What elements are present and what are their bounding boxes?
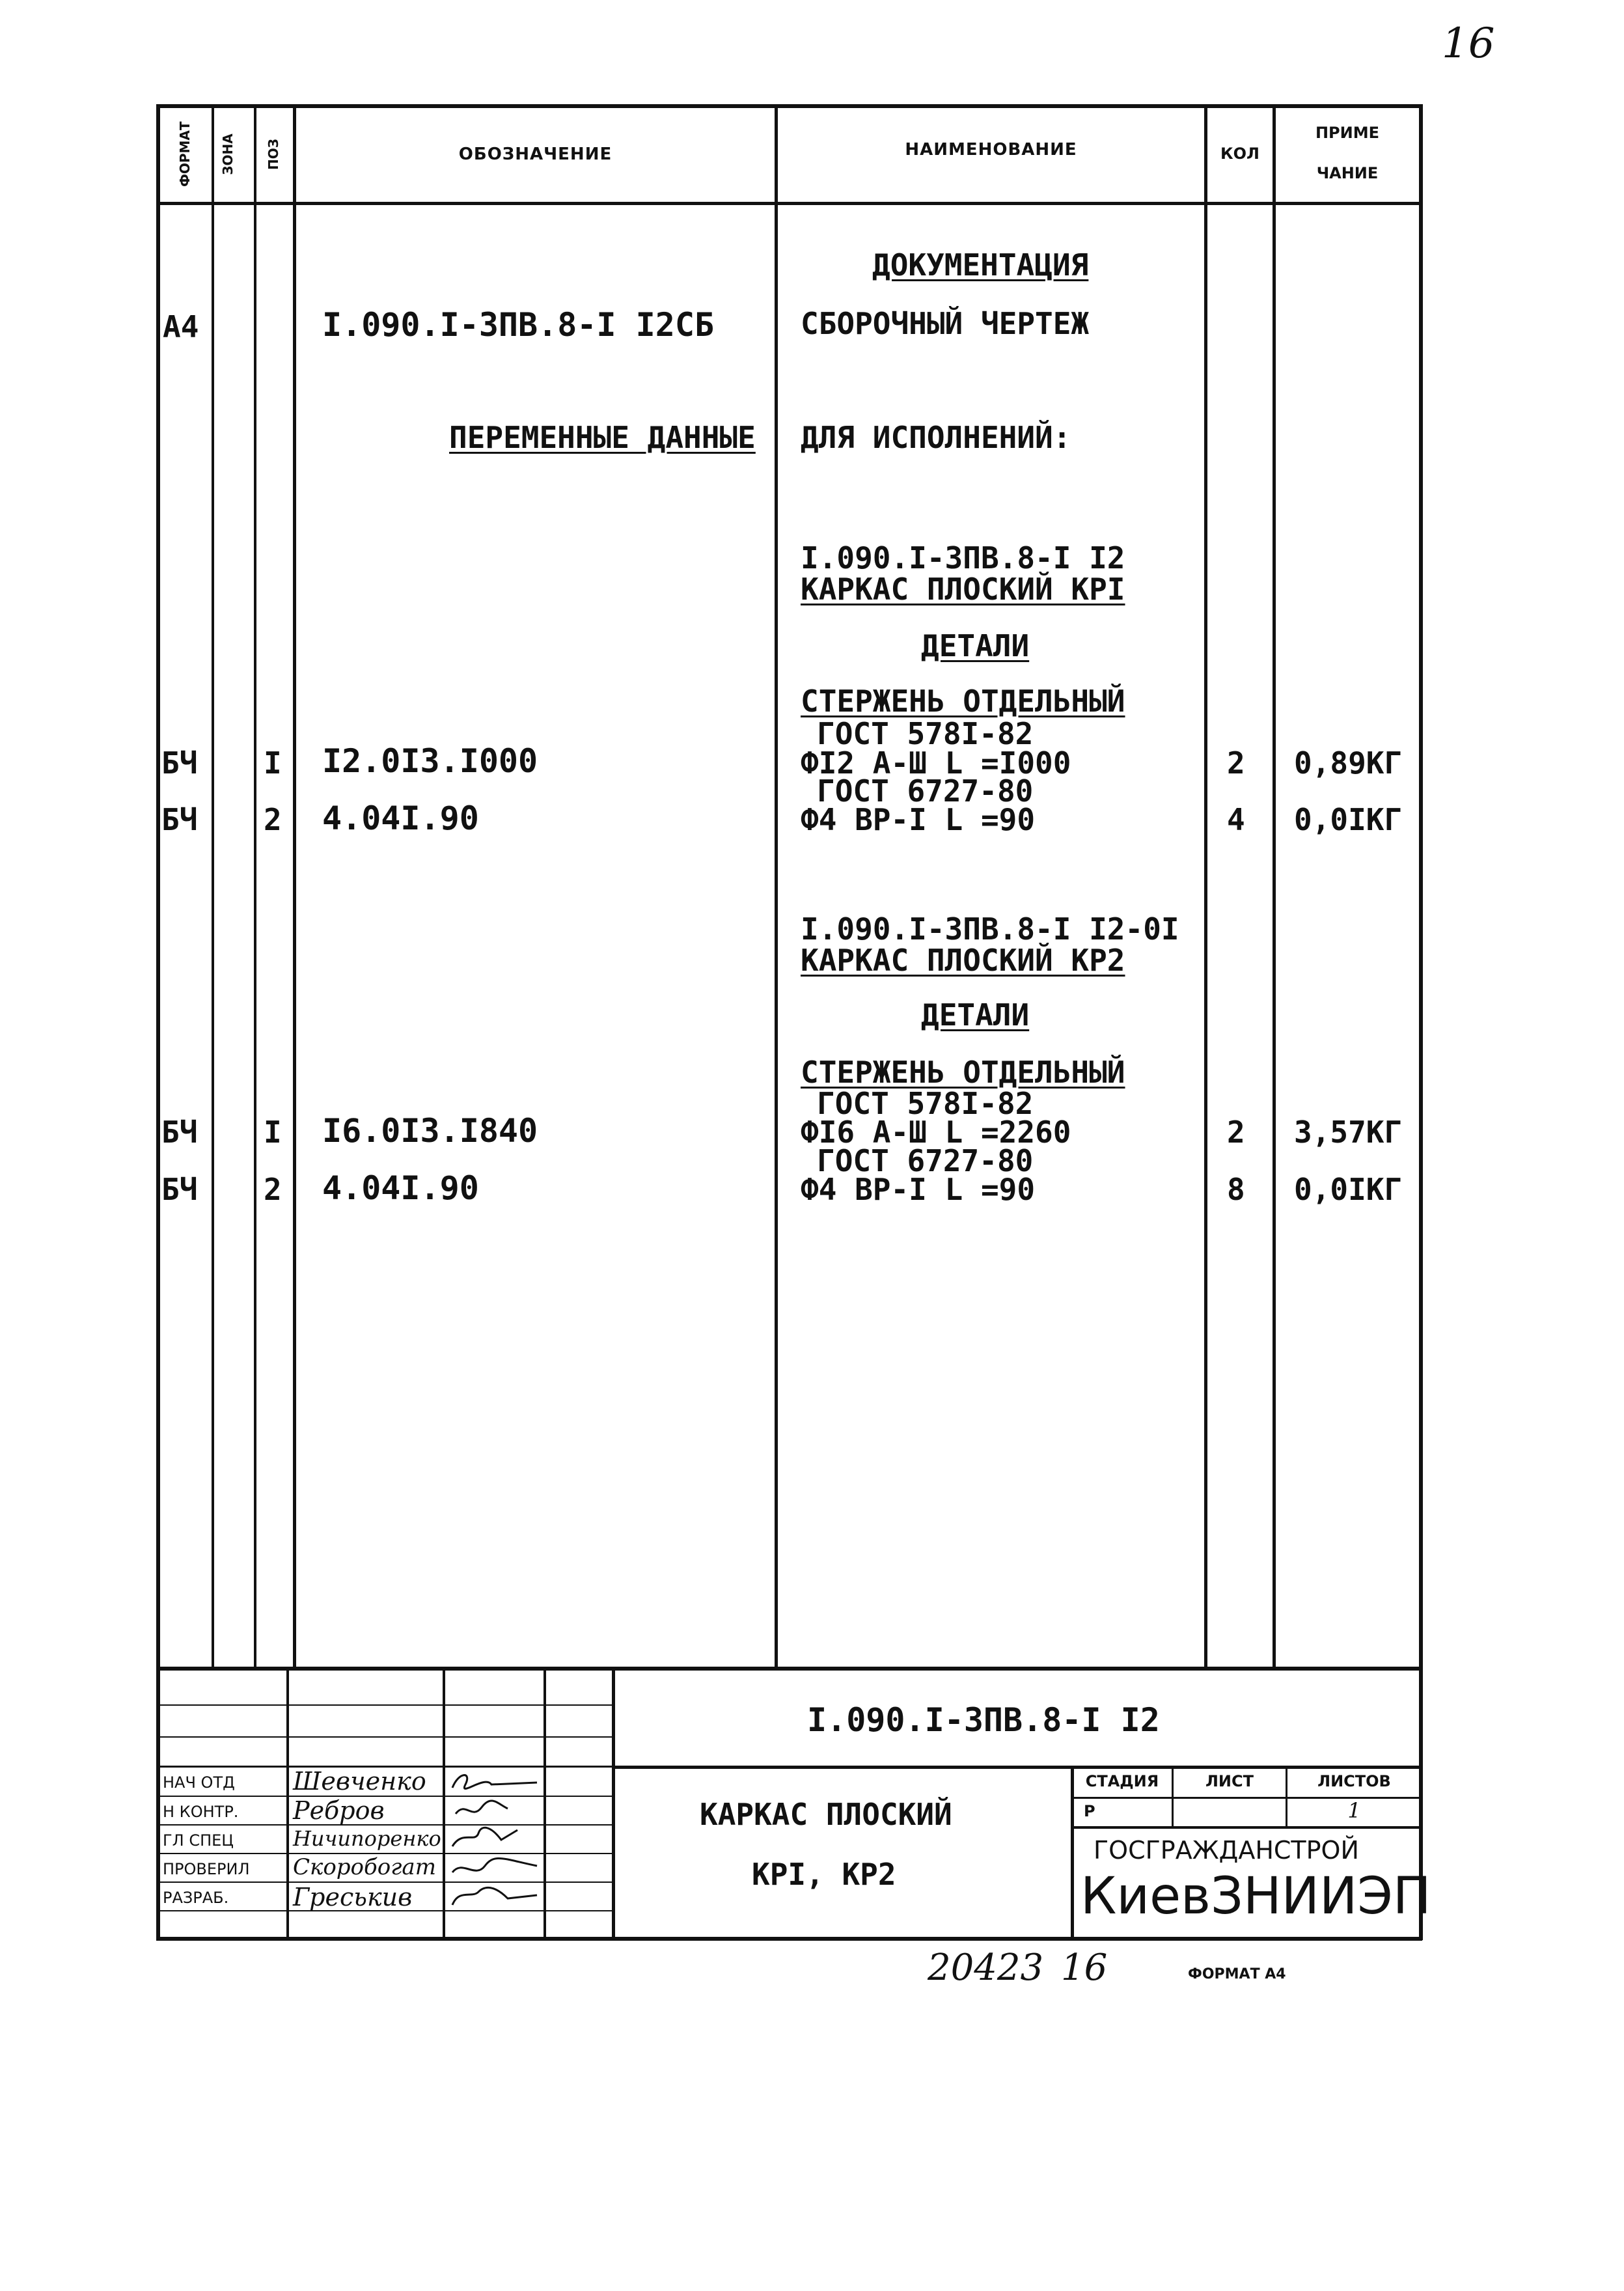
- tb-stage-label: СТАДИЯ: [1085, 1772, 1159, 1790]
- tb-role-2: Н КОНТР.: [163, 1803, 239, 1821]
- tb-name-5: Греськив: [293, 1883, 413, 1911]
- tb-code-separator: [612, 1766, 1422, 1769]
- variant2-item1-qty: 2: [1227, 1115, 1245, 1150]
- variant2-item2-std: ГОСТ 6727-80: [817, 1143, 1034, 1178]
- header-format: ФОРМАТ: [177, 121, 193, 187]
- col-divider-pos: [293, 104, 296, 1667]
- tb-div-date: [612, 1667, 615, 1940]
- tb-div-sign: [544, 1667, 546, 1940]
- tb-sheets-value: 1: [1347, 1798, 1361, 1823]
- variant1-item1-designation: I2.0I3.I000: [322, 742, 538, 780]
- variant2-part-name: СТЕРЖЕНЬ ОТДЕЛЬНЫЙ: [801, 1055, 1125, 1090]
- frame-bottom: [156, 1937, 1422, 1941]
- doc-row-format: А4: [163, 309, 199, 344]
- variant1-item2-qty: 4: [1227, 802, 1245, 837]
- tb-row-2: [156, 1736, 612, 1738]
- tb-div-name: [443, 1667, 445, 1940]
- header-designation: ОБОЗНАЧЕНИЕ: [458, 145, 612, 164]
- tb-role-4: ПРОВЕРИЛ: [163, 1860, 250, 1878]
- doc-row-designation: I.090.I-3ПВ.8-I I2СБ: [322, 306, 715, 344]
- col-divider-name: [1204, 104, 1207, 1667]
- col-divider-qty: [1273, 104, 1276, 1667]
- variant2-item2-designation: 4.04I.90: [322, 1169, 479, 1207]
- variant1-item1-spec: ФI2 А-Ш L =I000: [801, 745, 1071, 781]
- col-divider-zone: [254, 104, 256, 1667]
- variant2-item2-spec: Ф4 ВР-I L =90: [801, 1172, 1036, 1207]
- tb-sheets-label: ЛИСТОВ: [1317, 1772, 1391, 1790]
- tb-doc-code: I.090.I-3ПВ.8-I I2: [807, 1701, 1160, 1739]
- header-note-2: ЧАНИЕ: [1316, 164, 1379, 182]
- variant2-item1-format: БЧ: [161, 1115, 198, 1150]
- doc-row-name: СБОРОЧНЫЙ ЧЕРТЕЖ: [801, 306, 1090, 341]
- variant1-item2-designation: 4.04I.90: [322, 799, 479, 837]
- variant2-title: КАРКАС ПЛОСКИЙ КР2: [801, 943, 1125, 978]
- variant2-code: I.090.I-3ПВ.8-I I2-0I: [801, 911, 1179, 947]
- footer-inv-page: 16: [1061, 1947, 1108, 1989]
- variant2-item2-format: БЧ: [161, 1172, 198, 1207]
- tb-title-1: КАРКАС ПЛОСКИЙ: [700, 1797, 952, 1832]
- tb-role-5: РАЗРАБ.: [163, 1889, 229, 1907]
- tb-name-4: Скоробогат: [293, 1854, 436, 1880]
- header-note-1: ПРИМЕ: [1315, 124, 1380, 142]
- col-divider-format: [212, 104, 214, 1667]
- variant1-part-name: СТЕРЖЕНЬ ОТДЕЛЬНЫЙ: [801, 684, 1125, 719]
- variant2-item1-designation: I6.0I3.I840: [322, 1112, 538, 1150]
- header-name: НАИМЕНОВАНИЕ: [905, 140, 1077, 160]
- variants-label: ДЛЯ ИСПОЛНЕНИЙ:: [801, 420, 1071, 455]
- variant2-item2-qty: 8: [1227, 1172, 1245, 1207]
- variant1-title: КАРКАС ПЛОСКИЙ КРI: [801, 572, 1125, 607]
- variant1-item2-note: 0,0IКГ: [1294, 802, 1403, 837]
- tb-name-3: Ничипоренко: [293, 1826, 441, 1851]
- variant2-item1-spec: ФI6 А-Ш L =2260: [801, 1115, 1071, 1150]
- tb-org-1: ГОСГРАЖДАНСТРОЙ: [1094, 1836, 1359, 1865]
- header-qty: КОЛ: [1220, 145, 1259, 163]
- title-block-top: [156, 1667, 1422, 1671]
- col-divider-designation: [775, 104, 778, 1667]
- variant1-code: I.090.I-3ПВ.8-I I2: [801, 540, 1125, 576]
- footer-inventory: 20423: [928, 1947, 1044, 1989]
- variant1-item1-std: ГОСТ 578I-82: [817, 716, 1034, 751]
- variant2-item2-pos: 2: [264, 1172, 282, 1207]
- tb-stage-value: Р: [1084, 1802, 1095, 1820]
- frame-left: [156, 104, 160, 1940]
- tb-sheet-label: ЛИСТ: [1205, 1772, 1254, 1790]
- tb-stage-row-2: [1071, 1826, 1422, 1829]
- variant1-details: ДЕТАЛИ: [921, 628, 1030, 663]
- variant1-item1-qty: 2: [1227, 745, 1245, 781]
- tb-row-1: [156, 1704, 612, 1706]
- tb-role-3: ГЛ СПЕЦ: [163, 1831, 234, 1850]
- variant2-details: ДЕТАЛИ: [921, 997, 1030, 1033]
- frame-right: [1419, 104, 1423, 1940]
- tb-name-1: Шевченко: [293, 1767, 426, 1796]
- variant2-item1-std: ГОСТ 578I-82: [817, 1086, 1034, 1121]
- footer-format-label: ФОРМАТ А4: [1188, 1966, 1286, 1982]
- tb-title-2: КРI, КР2: [752, 1857, 896, 1892]
- variant1-item1-note: 0,89КГ: [1294, 745, 1403, 781]
- tb-role-1: НАЧ ОТД: [163, 1773, 235, 1792]
- frame-top: [156, 104, 1422, 108]
- variant2-item2-note: 0,0IКГ: [1294, 1172, 1403, 1207]
- tb-name-2: Ребров: [293, 1796, 385, 1825]
- tb-div-title: [1071, 1766, 1074, 1940]
- signatures-image: [446, 1768, 544, 1937]
- header-separator: [156, 202, 1422, 205]
- header-zone: ЗОНА: [220, 133, 236, 175]
- variant2-item1-pos: I: [264, 1115, 282, 1150]
- tb-org-2: КиевЗНИИЭП: [1080, 1867, 1431, 1926]
- variant1-item1-pos: I: [264, 745, 282, 781]
- page-number: 16: [1442, 20, 1495, 68]
- variant1-item2-pos: 2: [264, 802, 282, 837]
- doc-heading: ДОКУМЕНТАЦИЯ: [872, 247, 1089, 283]
- header-pos: ПОЗ: [266, 139, 281, 170]
- variant1-item1-format: БЧ: [161, 745, 198, 781]
- variable-data-label: ПЕРЕМЕННЫЕ ДАННЫЕ: [449, 420, 756, 455]
- variant1-item2-spec: Ф4 ВР-I L =90: [801, 802, 1036, 837]
- variant1-item2-format: БЧ: [161, 802, 198, 837]
- variant2-item1-note: 3,57КГ: [1294, 1115, 1403, 1150]
- tb-div-role: [286, 1667, 289, 1940]
- variant1-item2-std: ГОСТ 6727-80: [817, 773, 1034, 809]
